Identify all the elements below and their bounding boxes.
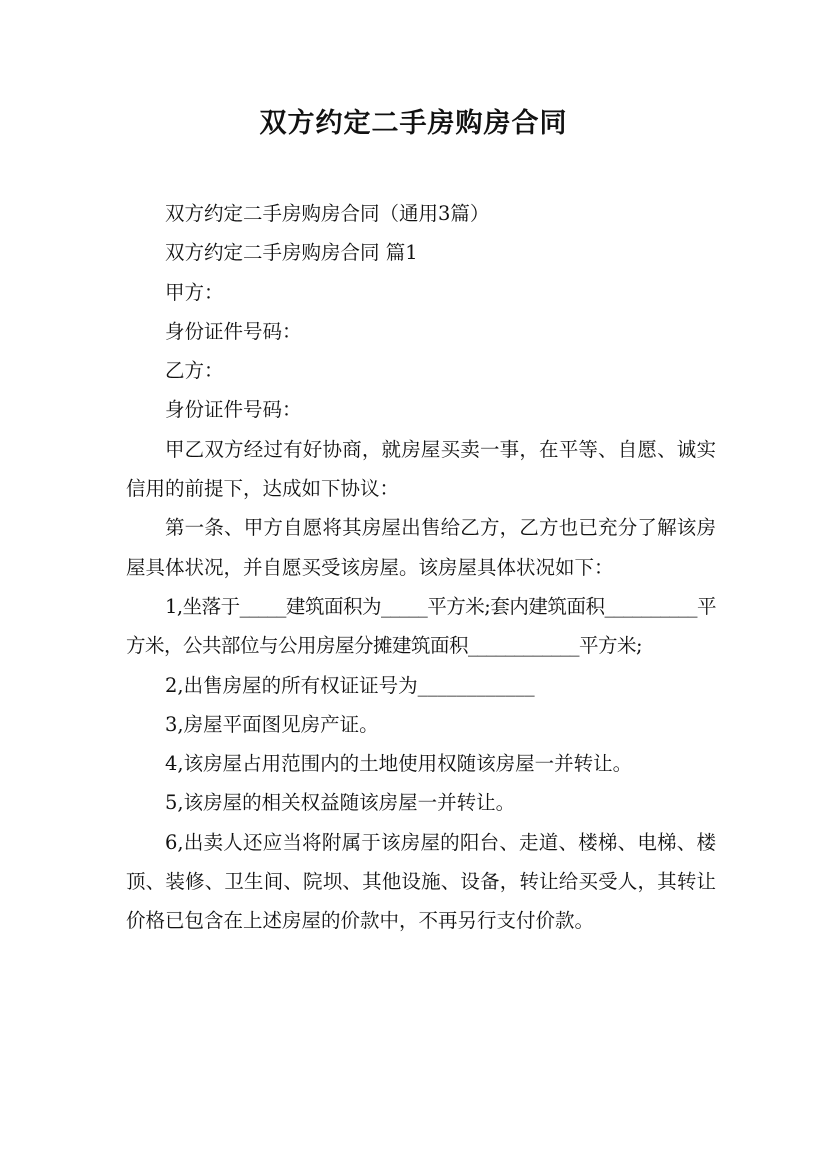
paragraph-party-b-id: 身份证件号码：	[165, 398, 302, 422]
paragraph-party-a-id: 身份证件号码：	[165, 319, 302, 343]
paragraph-section-heading: 双方约定二手房购房合同 篇1	[165, 241, 418, 265]
paragraph-subtitle: 双方约定二手房购房合同（通用3篇）	[165, 202, 490, 225]
paragraph-item-3: 3,房屋平面图见房产证。	[165, 712, 379, 736]
paragraph-article-one: 第一条、甲方自愿将其房屋出售给乙方，乙方也已充分了解该房屋具体状况，并自愿买受该房屋。该房屋具体状况如下：	[126, 516, 716, 579]
paragraph-item-5: 5,该房屋的相关权益随该房屋一并转让。	[165, 791, 516, 815]
paragraph-item-4: 4,该房屋占用范围内的土地使用权随该房屋一并转让。	[165, 752, 633, 776]
paragraph-item-6: 6,出卖人还应当将附属于该房屋的阳台、走道、楼梯、电梯、楼顶、装修、卫生间、院坝、其他设施、设备，转让给买受人，其转让价格已包含在上述房屋的价款中，不再另行支付价款。	[126, 830, 716, 933]
paragraph-party-a: 甲方：	[165, 280, 224, 304]
paragraph-item-2: 2,出售房屋的所有权证证号为____________	[165, 673, 535, 697]
document-body	[126, 194, 716, 941]
paragraph-party-b: 乙方：	[165, 359, 224, 383]
paragraph-agreement-intro: 甲乙双方经过有好协商，就房屋买卖一事，在平等、自愿、诚实信用的前提下，达成如下协议：	[126, 437, 716, 501]
document-title: 双方约定二手房购房合同	[259, 108, 568, 139]
paragraph-item-1: 1,坐落于_____建筑面积为_____平方米;套内建筑面积__________平方米，公共部位与公用房屋分摊建筑面积____________平方米;	[126, 594, 716, 658]
